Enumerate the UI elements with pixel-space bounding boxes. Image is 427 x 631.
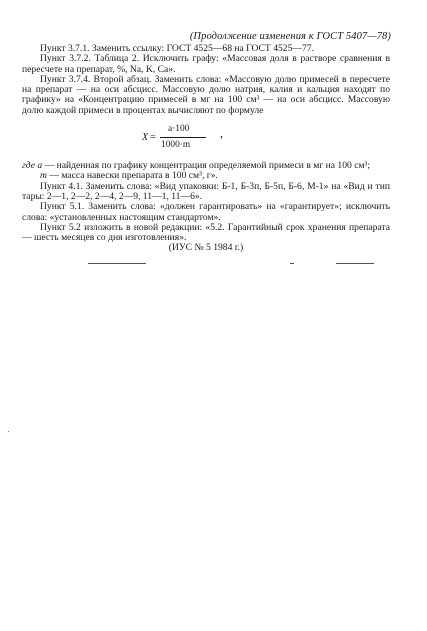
- fraction-bar: [160, 137, 206, 138]
- definition-a-text: — найденная по графику концентрация определяемой примеси в мг на 100 см³;: [42, 160, 371, 172]
- ius-reference: (ИУС № 5 1984 г.): [168, 242, 244, 254]
- separator-line-right: [336, 263, 374, 264]
- separator-mark-center: [290, 263, 294, 264]
- formula-denominator: 1000·m: [161, 140, 191, 151]
- paragraph-4-1: Пункт 4.1. Заменить слова: «Вид упаковки: Б-1, Б-3п, Б-5п, Б-6, М-1» на «Вид и тип тары: 2—1, 2—2, 2—4, 2—9, 11—1, 11—6».: [22, 180, 390, 202]
- symbol-m: m: [40, 170, 47, 182]
- scan-speck: [8, 431, 9, 432]
- paragraph-5-1: Пункт 5.1. Заменить слова: «должен гарантировать» на «гарантирует»; исключить слова: «установленных настоящим стандартом».: [22, 201, 390, 223]
- paragraph-5-2: Пункт 5.2 изложить в новой редакции: «5.2. Гарантийный срок хранения препарата — шесть месяцев со дня изготовления».: [22, 221, 390, 244]
- continuation-header: (Продолжение изменения к ГОСТ 5407—78): [189, 31, 391, 42]
- document-body: [22, 44, 390, 254]
- paragraph-3-7-1: Пункт 3.7.1. Заменить ссылку: ГОСТ 4525—68 на ГОСТ 4525—77.: [40, 43, 314, 54]
- paragraph-3-7-4: Пункт 3.7.4. Второй абзац. Заменить слова: «Массовую долю примесей в пересчете на препарат — на оси абсцисс. Массовую долю натрия, калия и кальция находят по графику» на «Концентрацию примесей в мг на 100 см³ — на оси абсцисс. Массовую долю каждой примеси в процентах вычисляют по формуле: [22, 73, 390, 116]
- paragraph-3-7-2: Пункт 3.7.2. Таблица 2. Исключить графу: «Массовая доля в растворе сравнения в пересчете на препарат, %, Na, K, Ca».: [22, 53, 390, 75]
- definition-m-text: — масса навески препарата в 100 см³, г».: [46, 170, 218, 182]
- formula-lhs: X: [142, 132, 149, 144]
- formula-equals: =: [150, 132, 156, 144]
- separator-line-left: [88, 263, 146, 264]
- formula: [22, 123, 390, 155]
- formula-numerator: a·100: [168, 124, 190, 135]
- formula-comma: ,: [220, 126, 223, 141]
- symbol-a: где a: [22, 160, 43, 172]
